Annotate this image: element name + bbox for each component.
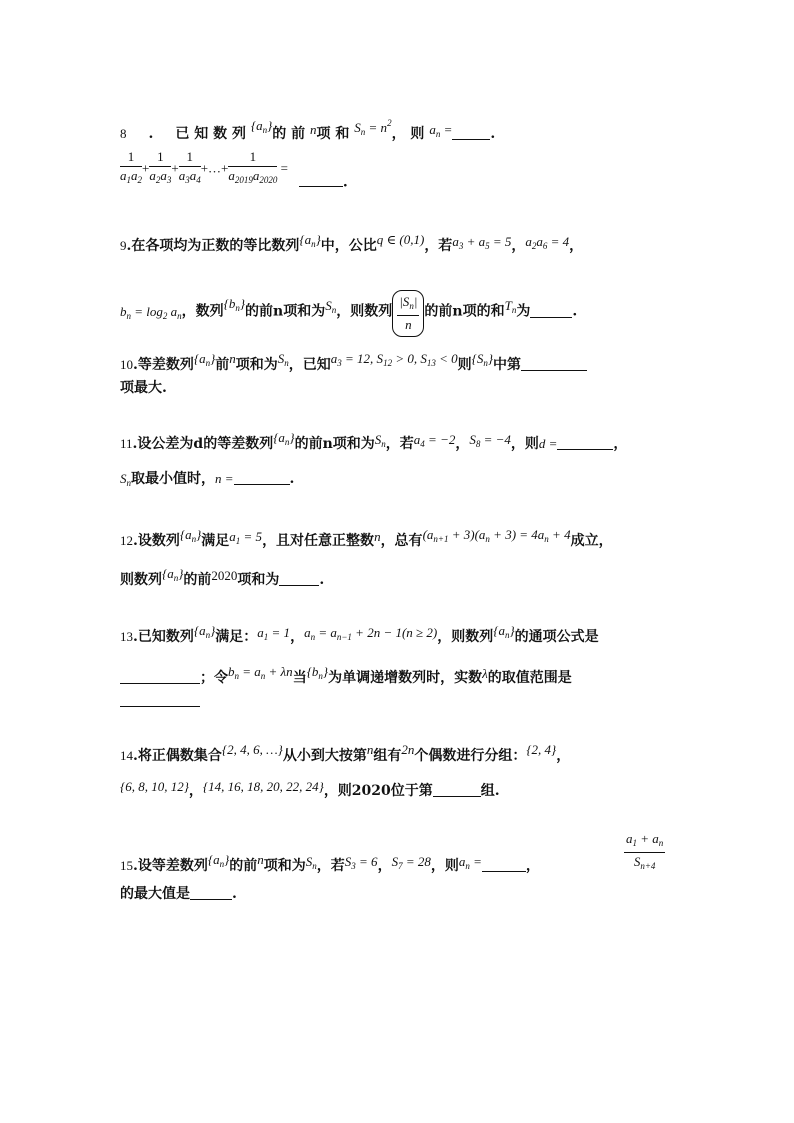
q15-period: .: [232, 886, 237, 902]
q11-text5: ，则: [510, 436, 539, 452]
q8-number: 8: [120, 126, 127, 141]
q15-text5: ，: [377, 858, 392, 874]
q11-cond2: $S_8 = -4$: [469, 432, 511, 449]
q9-text3: ，若: [424, 238, 453, 254]
q11-n-eq: n =: [215, 471, 234, 486]
q15-text1: .设等差数列: [133, 858, 208, 874]
q15-seq-an: $\{a_n\}$: [207, 852, 230, 869]
q9-seq-an: $\{a_n\}$: [299, 232, 321, 249]
q13-line2: [120, 662, 572, 688]
q12-var-n: n: [374, 529, 381, 544]
q12-a1: $a_1 = 5$: [229, 529, 263, 546]
q9-number: 9: [120, 238, 127, 253]
q14-text4: 个偶数进行分组：: [414, 748, 527, 764]
q15-s3: $S_3 = 6$: [344, 854, 378, 871]
q9-text5: ，: [569, 238, 584, 254]
q8-frac-3: $\frac{1}{a_3a_4}$: [178, 149, 201, 185]
q13-seq-an2: $\{a_n\}$: [493, 623, 515, 640]
q14-group3: {14, 16, 18, 20, 22, 24}: [202, 779, 324, 794]
q9-tn: $T_n$: [504, 297, 517, 315]
q10-seq-an: $\{a_n\}$: [193, 351, 216, 368]
q15-answer-blank-1[interactable]: [482, 857, 526, 872]
q14-text3: 组有: [373, 748, 402, 764]
q9-text1: .在各项均为正数的等比数列: [126, 238, 300, 254]
q15-s7: $S_7 = 28$: [391, 854, 431, 871]
q8-text3: 项 和: [316, 126, 350, 142]
q11-line1: [120, 428, 627, 454]
q14-line1: [120, 740, 570, 766]
q13-number: 13: [120, 629, 133, 644]
q15-text7: ，: [525, 858, 540, 874]
q11-d-eq: d =: [538, 436, 558, 451]
q12-line1: [120, 525, 613, 551]
q11-text1: .设公差为d的等差数列: [132, 436, 274, 452]
q8-frac-4: $\frac{1}{a_{2019}a_{2020}}$: [228, 149, 278, 185]
q12-text9: 项和为: [237, 572, 280, 588]
q8-answer-blank-2[interactable]: [299, 172, 343, 187]
q9-text6: ，数列: [181, 303, 224, 320]
q13-line3: [120, 691, 200, 711]
q10-sn: $S_n$: [277, 351, 289, 368]
q10-conditions: $a_3 = 12$, $S_{12} > 0$, $S_{13} < 0$: [330, 351, 458, 368]
q8-period2: .: [342, 174, 348, 191]
q9-cond1: $a_3 + a_5 = 5$: [452, 234, 512, 251]
q10-text3: 项和为: [235, 357, 278, 373]
q11-text6: ，: [613, 436, 628, 452]
q15-var-n: n: [257, 852, 264, 867]
q14-var-n: n: [366, 742, 374, 757]
q12-text7: 的前: [183, 572, 212, 588]
q11-period: .: [289, 471, 295, 487]
q9-line1: [120, 230, 583, 256]
q14-set: {2, 4, 6, …}: [221, 742, 283, 757]
q11-cond1: $a_4 = -2$: [413, 432, 456, 449]
q12-text6: 则数列: [120, 572, 162, 588]
q13-text3: ，: [290, 629, 305, 645]
q13-text5: 的通项公式是: [514, 629, 599, 645]
q8-answer-blank-1[interactable]: [452, 125, 490, 140]
q14-text7: ，则2020位于第: [323, 783, 433, 799]
q8-var-n: n: [310, 122, 317, 137]
q11-answer-blank-1[interactable]: [557, 435, 613, 450]
q12-period: .: [319, 572, 325, 588]
q10-text7: 项最大.: [120, 380, 167, 396]
q8-formula-an: $a_n$ =: [429, 122, 453, 139]
q14-text5: ，: [556, 748, 571, 764]
q11-text2: 的前n项和为: [294, 436, 375, 452]
q10-var-n: n: [229, 351, 236, 366]
q10-text1: .等差数列: [133, 357, 194, 373]
q8-frac-1: $\frac{1}{a_1a_2}$: [120, 149, 142, 185]
q12-text3: ，且对任意正整数: [262, 533, 375, 549]
q12-line2: [120, 564, 324, 590]
q9-sn: $S_n$: [325, 297, 337, 315]
q8-text1: 已 知 数 列: [175, 126, 246, 142]
q15-fraction: $\frac{a_1 + a_n}{S_{n+4}}$: [626, 831, 664, 871]
q14-text2: 从小到大按第: [282, 748, 367, 764]
q12-text5: 成立，: [570, 533, 613, 549]
q8-frac-2: $\frac{1}{a_2a_3}$: [149, 149, 172, 185]
q10-seq-sn: $\{S_n\}$: [471, 351, 494, 368]
q15-text4: ，若: [316, 858, 345, 874]
q12-number: 12: [120, 533, 133, 548]
q8-text4: ， 则: [391, 126, 425, 142]
q13-seq-bn: $\{b_n\}$: [306, 664, 329, 681]
q14-group2: {6, 8, 10, 12}: [120, 779, 189, 794]
q13-answer-blank-1[interactable]: [120, 669, 200, 684]
q9-bn-def: $b_n = \log_2 a_n$: [120, 303, 182, 321]
q13-answer-blank-2[interactable]: [120, 692, 200, 707]
q9-text2: 中，公比: [320, 238, 377, 254]
q13-text9: 的取值范围是: [487, 670, 572, 686]
q8-dot: .: [148, 126, 154, 142]
q11-sn2: $S_n$: [120, 471, 131, 488]
q15-line1: [120, 850, 540, 876]
q15-number: 15: [120, 858, 133, 873]
q12-text4: ，总有: [380, 533, 423, 549]
q13-text1: .已知数列: [133, 629, 194, 645]
q11-answer-blank-2[interactable]: [234, 470, 290, 485]
q14-line2: [120, 777, 500, 801]
q11-text3: ，若: [385, 436, 414, 452]
q14-answer-blank[interactable]: [433, 782, 481, 797]
q14-text1: .将正偶数集合: [133, 748, 222, 764]
q12-seq-an2: $\{a_n\}$: [162, 566, 184, 583]
q14-text8: 组.: [480, 783, 500, 799]
q12-text2: 满足: [201, 533, 230, 549]
q10-answer-blank[interactable]: [521, 356, 587, 371]
q13-lambda: λ: [482, 666, 488, 681]
q13-recurrence: $a_n = a_{n-1} + 2n - 1(n \ge 2)$: [304, 625, 438, 642]
q8-line2: $\frac{1}{a_1a_2}$ + $\frac{1}{a_2a_3}$ + $\frac{1}{a_3a_4}$ +…+ $\frac{1}{a_{2019}a_{2020}}$ = .: [120, 149, 348, 191]
q9-text9: 的前n项的和: [424, 303, 505, 320]
q10-text5: 则: [457, 357, 472, 373]
q9-text8: ，则数列: [336, 303, 393, 320]
q14-group1: {2, 4}: [526, 742, 557, 757]
q11-line2: [120, 469, 294, 493]
q13-bn-def: $b_n = a_n + \lambda n$: [228, 664, 293, 681]
q13-text4: ，则数列: [437, 629, 494, 645]
q13-seq-an: $\{a_n\}$: [193, 623, 216, 640]
q9-text4: ，: [511, 238, 526, 254]
q15-text3: 项和为: [263, 858, 306, 874]
q10-line2: [120, 378, 167, 398]
q13-text6: ；令: [200, 670, 228, 686]
q10-text4: ，已知: [288, 357, 331, 373]
q11-number: 11: [120, 436, 133, 451]
q13-text8: 为单调递增数列时，实数: [328, 670, 483, 686]
q8-seq-an: $\{a_n\}$: [250, 118, 273, 135]
q9-text10: 为: [516, 303, 531, 320]
q13-a1: $a_1 = 1$: [257, 625, 291, 642]
q10-line1: [120, 349, 587, 375]
q8-formula-sn: $S_n = n^2$: [354, 118, 392, 137]
q9-cond2: $a_2a_6 = 4$: [525, 234, 570, 251]
q9-line2: [120, 290, 577, 337]
q8-period1: .: [490, 126, 496, 142]
q9-seq-sn-over-n: $\frac{|S_n|}{n}$: [392, 290, 424, 337]
q15-answer-blank-2[interactable]: [190, 885, 232, 900]
q11-seq-an: $\{a_n\}$: [273, 430, 295, 447]
q15-text6: ，则: [430, 858, 459, 874]
q15-text2: 的前: [229, 858, 258, 874]
q8-line1: [120, 113, 495, 144]
q15-an-eq: $a_n$ =: [458, 854, 482, 871]
q9-text7: 的前n项和为: [245, 303, 326, 320]
q8-text2: 的 前: [272, 126, 306, 142]
q9-seq-bn: $\{b_n\}$: [223, 295, 246, 313]
q15-text8: 的最大值是: [120, 886, 190, 902]
q11-sn: $S_n$: [374, 432, 386, 449]
q14-number: 14: [120, 748, 133, 763]
q10-number: 10: [120, 357, 133, 372]
q11-text7: 取最小值时，: [131, 471, 215, 487]
q13-text2: 满足：: [215, 629, 258, 645]
q11-text4: ，: [455, 436, 470, 452]
q9-q-range: q ∈ (0,1): [376, 232, 425, 247]
q10-text6: 中第: [493, 357, 522, 373]
q9-period: .: [572, 303, 578, 320]
q12-count: 2020: [211, 568, 238, 583]
q12-relation: $(a_{n+1} + 3)(a_n + 3) = 4a_n + 4$: [422, 527, 571, 544]
q12-text1: .设数列: [133, 533, 180, 549]
q15-sn: $S_n$: [305, 854, 317, 871]
q12-seq-an: $\{a_n\}$: [179, 527, 202, 544]
q12-answer-blank[interactable]: [279, 571, 319, 586]
q10-text2: 前: [215, 357, 230, 373]
q14-text6: ，: [188, 783, 203, 799]
q13-line1: [120, 621, 599, 647]
q13-text7: 当: [292, 670, 307, 686]
q9-answer-blank[interactable]: [530, 303, 572, 318]
q15-line2: [120, 884, 237, 904]
q14-2n: 2n: [401, 742, 415, 757]
